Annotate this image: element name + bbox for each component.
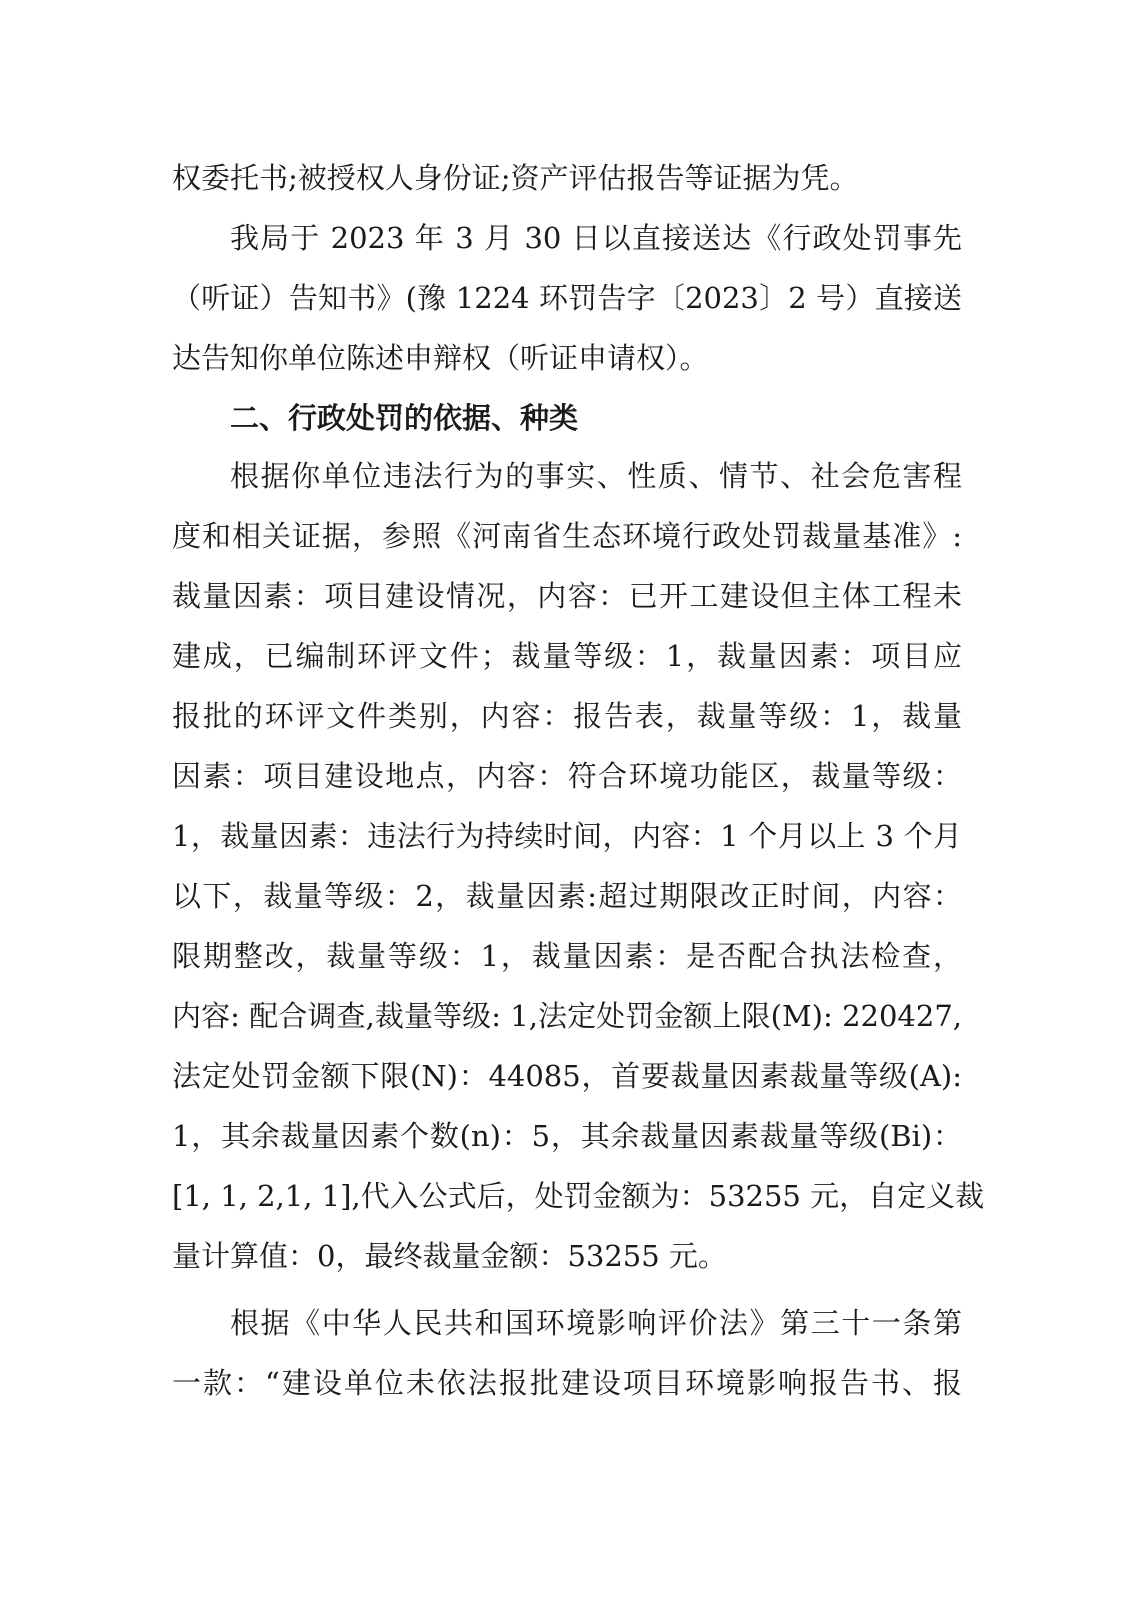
body-line-8: 裁量因素：项目建设情况，内容：已开工建设但主体工程未 (172, 579, 962, 613)
body-line-13: 以下，裁量等级：2，裁量因素:超过期限改正时间，内容： (172, 879, 962, 913)
body-line-15: 内容: 配合调查,裁量等级: 1,法定处罚金额上限(M): 220427, (172, 999, 962, 1033)
body-line-21: 一款：“建设单位未依法报批建设项目环境影响报告书、报 (172, 1366, 962, 1400)
body-line-16: 法定处罚金额下限(N)：44085，首要裁量因素裁量等级(A): (172, 1059, 962, 1093)
body-line-4: 达告知你单位陈述申辩权（听证申请权）。 (172, 341, 709, 375)
body-line-6: 根据你单位违法行为的事实、性质、情节、社会危害程 (230, 459, 962, 493)
body-line-17: 1，其余裁量因素个数(n)：5，其余裁量因素裁量等级(Bi)： (172, 1119, 962, 1153)
body-line-12: 1，裁量因素：违法行为持续时间，内容：1 个月以上 3 个月 (172, 819, 962, 853)
body-line-11: 因素：项目建设地点，内容：符合环境功能区，裁量等级： (172, 759, 962, 793)
body-line-2: 我局于 2023 年 3 月 30 日以直接送达《行政处罚事先 (230, 221, 962, 255)
body-line-19: 量计算值：0，最终裁量金额：53255 元。 (172, 1239, 727, 1273)
body-line-9: 建成，已编制环评文件；裁量等级：1，裁量因素：项目应 (172, 639, 962, 673)
body-line-20: 根据《中华人民共和国环境影响评价法》第三十一条第 (230, 1306, 962, 1340)
body-line-18: [1, 1, 2,1, 1],代入公式后，处罚金额为：53255 元，自定义裁 (172, 1179, 985, 1213)
body-line-3: （听证）告知书》(豫 1224 环罚告字〔2023〕2 号）直接送 (172, 281, 962, 315)
body-line-10: 报批的环评文件类别，内容：报告表，裁量等级：1，裁量 (172, 699, 962, 733)
section-heading: 二、行政处罚的依据、种类 (230, 401, 579, 435)
body-line-14: 限期整改，裁量等级：1，裁量因素：是否配合执法检查， (172, 939, 962, 973)
body-line-1: 权委托书;被授权人身份证;资产评估报告等证据为凭。 (172, 161, 859, 195)
body-line-7: 度和相关证据，参照《河南省生态环境行政处罚裁量基准》: (172, 519, 962, 553)
